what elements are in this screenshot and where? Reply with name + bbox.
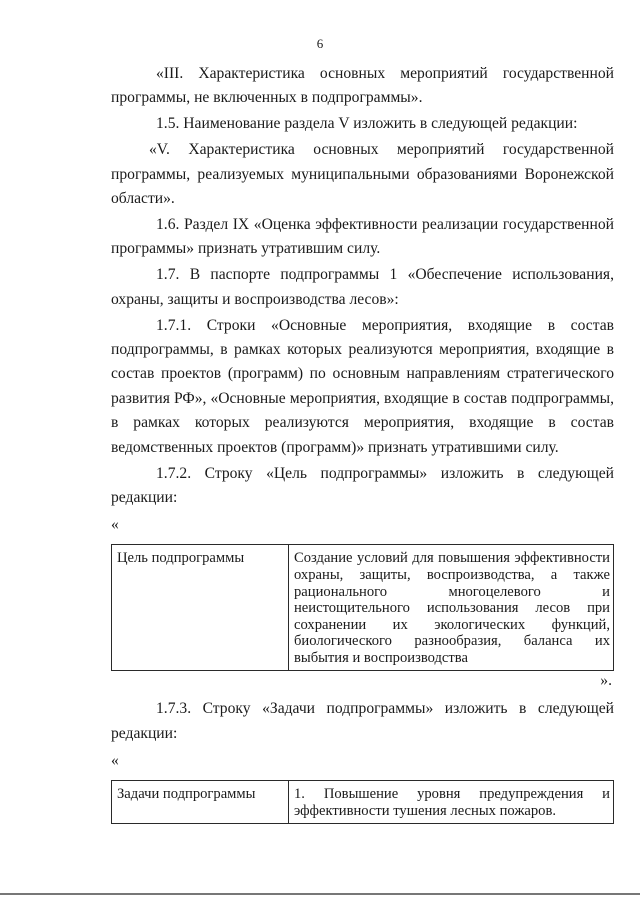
tasks-label-cell: Задачи подпрограммы <box>112 781 289 824</box>
paragraph-section-3-title: «III. Характеристика основных мероприятий государственной программы, не включенных в подпрограммы». <box>111 65 614 107</box>
paragraph-1-7-2: 1.7.2. Строку «Цель подпрограммы» изложить в следующей редакции: <box>111 464 614 506</box>
tasks-table <box>111 780 614 824</box>
table-row <box>112 781 614 824</box>
paragraph-1-7: 1.7. В паспорте подпрограммы 1 «Обеспечение использования, охраны, защиты и воспроизводства лесов»: <box>111 266 614 308</box>
paragraph-section-5-title: «V. Характеристика основных мероприятий государственной программы, реализуемых муниципальными образованиями Воронежской области». <box>111 141 614 208</box>
goal-table <box>111 544 614 671</box>
page-bottom-divider <box>0 893 640 895</box>
document-body <box>111 62 614 824</box>
paragraph-1-7-1: 1.7.1. Строки «Основные мероприятия, входящие в состав подпрограммы, в рамках которых реализуются мероприятия, входящие в состав проектов (программ) по основным направлениям стратегического развития РФ», «Основные мероприятия, входящие в состав подпрограммы, в рамках которых реализуются мероприятия, входящие в состав ведомственных проектов (программ)» признать утратившими силу. <box>111 316 614 456</box>
tasks-value-cell: 1. Повышение уровня предупреждения и эффективности тушения лесных пожаров. <box>289 781 614 824</box>
paragraph-1-7-3: 1.7.3. Строку «Задачи подпрограммы» изложить в следующей редакции: <box>111 700 614 742</box>
opening-quote-mark: « <box>111 752 119 770</box>
paragraph-1-5: 1.5. Наименование раздела V изложить в следующей редакции: <box>156 115 578 133</box>
goal-value-cell: Создание условий для повышения эффективности охраны, защиты, воспроизводства, а также рационального многоцелевого и неистощительного использования лесов при сохранении их экологических функций, биологического разнообразия, баланса их выбытия и воспроизводства <box>289 545 614 671</box>
page-number: 6 <box>316 36 324 51</box>
opening-quote-mark: « <box>111 516 119 534</box>
paragraph-1-6: 1.6. Раздел IX «Оценка эффективности реализации государственной программы» признать утратившим силу. <box>111 215 614 258</box>
closing-quote-mark: ». <box>600 672 612 690</box>
table-row <box>112 545 614 671</box>
goal-label-cell: Цель подпрограммы <box>112 545 289 671</box>
